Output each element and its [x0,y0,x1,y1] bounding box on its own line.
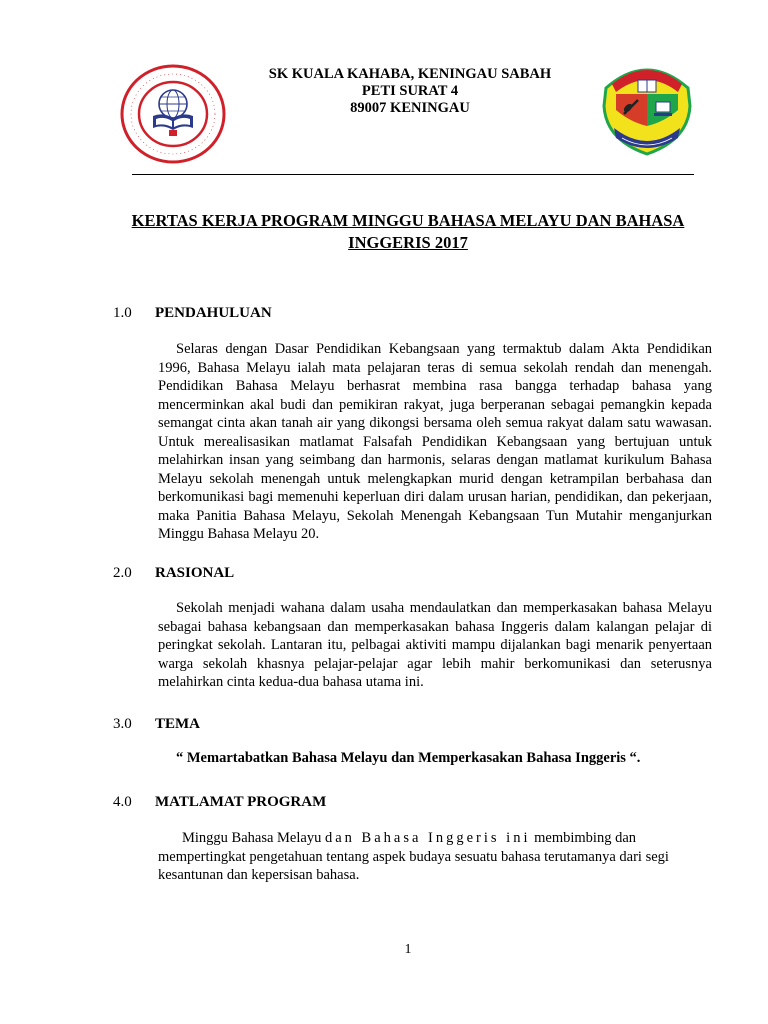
title-line-1: KERTAS KERJA PROGRAM MINGGU BAHASA MELAYU DAN BAHASA [131,211,685,230]
section-number: 3.0 [113,716,132,732]
address-po-box: PETI SURAT 4 [361,83,459,99]
page-number: 1 [404,942,412,957]
section-body [158,599,712,692]
school-name: SK KUALA KAHABA, KENINGAU SABAH [268,66,552,82]
section-heading: RASIONAL [155,565,235,581]
section-body-text: Selaras dengan Dasar Pendidikan Kebangsaan yang termaktub dalam Akta Pendidikan 1996, Bahasa Melayu ialah mata pelajaran teras di semua sekolah rendah dan menengah. Pendidikan Bahasa Melayu berhasrat membina rasa bangga terhadap bahasa yang mencerminkan akal budi dan pemikiran rakyat, juga berperanan sebagai pemangkin kepada semangat cinta akan tanah air yang dikongsi bersama oleh semua rakyat dalam satu wawasan. Untuk merealisasikan matlamat Falsafah Pendidikan Kebangsaan yang bertujuan untuk melahirkan insan yang seimbang dan harmonis, selaras dengan matlamat kurikulum Bahasa Melayu sekolah menengah untuk melengkapkan murid dengan ketrampilan berbahasa dan berkomunikasi bagi memenuhi keperluan diri dalam urusan harian, pendidikan, dan pekerjaan, maka Panitia Bahasa Melayu, Sekolah Menengah Kebangsaan Tun Mutahir menganjurkan Minggu Bahasa Melayu 20. [158,341,712,542]
address-postcode: 89007 KENINGAU [350,100,470,116]
section-body-spaced-text: dan Bahasa Inggeris ini [324,830,531,846]
section-number: 1.0 [113,305,132,321]
section-number: 4.0 [113,794,132,810]
theme-statement: “ Memartabatkan Bahasa Melayu dan Memperkasakan Bahasa Inggeris “. [176,750,641,766]
title-line-2: INGGERIS 2017 [348,233,468,252]
section-heading: MATLAMAT PROGRAM [155,794,327,810]
section-body-text: membimbing dan [534,830,636,846]
section-body-line: mempertingkat pengetahuan tentang aspek budaya sesuatu bahasa terutamanya dari segi [158,848,669,865]
document-title [100,210,716,254]
section-body-text: Sekolah menjadi wahana dalam usaha mendaulatkan dan memperkasakan bahasa Melayu sebagai bahasa kebangsaan dan memperkasakan bahasa Inggeris dalam kalangan pelajar di peringkat sekolah. Lantaran itu, pelbagai aktiviti mampu dijalankan bagi menarik penyertaan warga sekolah khasnya pelajar-pelajar agar lebih mahir berkomunikasi dan seterusnya melahirkan cinta kedua-dua bahasa utama ini. [158,600,712,690]
section-body-text: Minggu Bahasa Melayu [182,830,322,846]
section-body-line: kesantunan dan kepersisan bahasa. [158,867,360,883]
section-body [158,829,712,885]
section-body-line [158,829,712,848]
header-divider [132,174,694,175]
section-heading: PENDAHULUAN [155,305,272,321]
section-heading: TEMA [155,716,200,732]
section-body [158,340,712,544]
section-number: 2.0 [113,565,132,581]
